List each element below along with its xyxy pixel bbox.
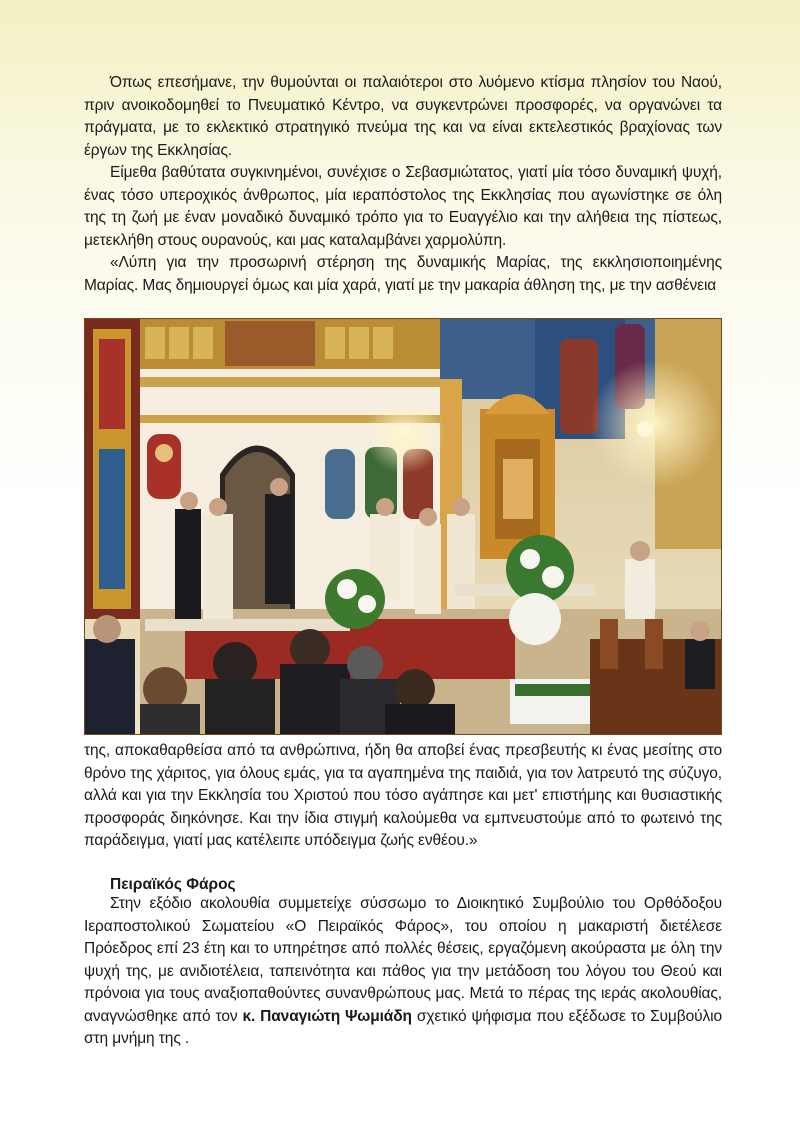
paragraph: της, αποκαθαρθείσα από τα ανθρώπινα, ήδη θα αποβεί ένας πρεσβευτής κι ένας μεσίτης στο θρόνο της χάριτος, για όλους εμάς, για τα αγαπημένα της παιδιά, για τον λατρευτό της σύζυγο, αλλά και για την Εκκλησία του Χριστού που τόσο αγάπησε και μετ' επιστήμης και θυσιαστικής προσφοράς διηκόνησε. Και την ίδια στιγμή καλούμεθα να εμπνευστούμε από το φωτεινό της παράδειγμα, γιατί μας κατέλειπε υπόδειγμα ζωής ενθέου.»: [84, 742, 722, 849]
paragraph-text: σχετικό ψήφισμα που εξέδωσε το Συμβούλιο στη μνήμη της .: [84, 1007, 722, 1047]
paragraph: Όπως επεσήμανε, την θυμούνται οι παλαιότεροι στο λυόμενο κτίσμα πλησίον του Ναού, πριν ανοικοδομηθεί το Πνευματικό Κέντρο, να συγκεντρώνει προσφορές, να οργανώνει τα πράγματα, με το εκλεκτικό στρατηγικό πνεύμα της και να είναι εκτελεστικός βραχίονας των έργων της Εκκλησίας.: [84, 74, 722, 159]
person-name: κ. Παναγιώτη Ψωμιάδη: [242, 1007, 412, 1025]
section-heading: Πειραϊκός Φάρος: [110, 876, 236, 893]
paragraph: «Λύπη για την προσωρινή στέρηση της δυναμικής Μαρίας, της εκκλησιοποιημένης Μαρίας. Μας δημιουργεί όμως και μία χαρά, γιατί με την μακαρία άθληση της, με την ασθένεια: [84, 254, 722, 294]
paragraph: [84, 893, 722, 1051]
church-interior-illustration: [85, 319, 722, 735]
text-block-top: [84, 72, 722, 297]
paragraph: Είμεθα βαθύτατα συγκινημένοι, συνέχισε ο Σεβασμιώτατος, γιατί μία τόσο δυναμική ψυχή, ένας τόσο υπεροχικός άνθρωπος, μία ιεραπόστολος της Εκκλησίας που αγωνίστηκε σε όλη της τη ζωή με έναν μοναδικό δυναμικό τρόπο για το Ευαγγέλιο και την αλήθεια της πίστεως, μετεκλήθη στους ουρανούς, και μας καταλαμβάνει χαρμολύπη.: [84, 164, 722, 249]
paragraph-text: Στην εξόδιο ακολουθία συμμετείχε σύσσωμο το Διοικητικό Συμβούλιο του Ορθόδοξου Ιεραποστολικού Σωματείου «Ο Πειραϊκός Φάρος», του οποίου η μακαριστή διετέλεσε Πρόεδρος επί 23 έτη και το υπηρέτησε από πολλές θέσεις, εργαζόμενη ακούραστα με όλη την ψυχή της, με ανιδιοτέλεια, ταπεινότητα και πάθος για την μετάδοση του λόγου του Θεού και πρόνοια για τους αναξιοπαθούντες συνανθρώπους μας. Μετά το πέρας της ιεράς ακολουθίας, αναγνώσθηκε από τον: [84, 895, 722, 1025]
text-block-bottom: [84, 893, 722, 1051]
church-service-photo: [84, 318, 722, 735]
text-block-middle: [84, 740, 722, 853]
